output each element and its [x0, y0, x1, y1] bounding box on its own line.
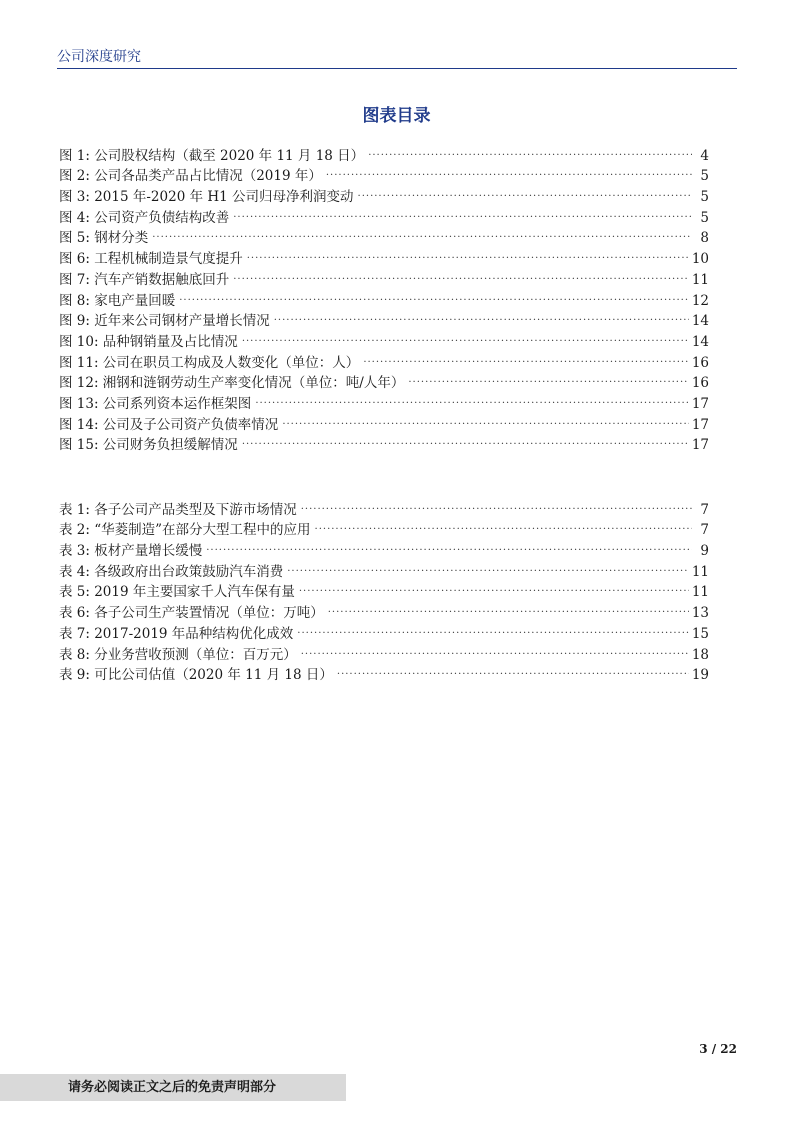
figure-entry-label[interactable]: 图 15: 公司财务负担缓解情况 [59, 437, 238, 454]
leader-dots [408, 367, 688, 388]
figure-entry-label[interactable]: 图 1: 公司股权结构（截至 2020 年 11 月 18 日） [59, 147, 365, 164]
table-entry-page[interactable]: 7 [700, 501, 709, 518]
leader-dots [247, 242, 689, 263]
table-entry-page[interactable]: 19 [691, 667, 709, 684]
leader-dots [274, 305, 689, 326]
figure-entry-label[interactable]: 图 13: 公司系列资本运作框架图 [59, 395, 252, 412]
leader-dots [242, 429, 689, 450]
leader-dots [152, 222, 692, 243]
leader-dots [242, 325, 689, 346]
figure-entry-page[interactable]: 16 [691, 375, 709, 392]
figure-list [59, 139, 709, 454]
table-list [59, 493, 709, 684]
figure-entry-page[interactable]: 5 [700, 209, 709, 226]
leader-dots [328, 596, 689, 617]
figure-entry-label[interactable]: 图 11: 公司在职员工构成及人数变化（单位：人） [59, 354, 360, 371]
leader-dots [233, 263, 689, 284]
figure-entry-page[interactable]: 17 [691, 416, 709, 433]
table-entry-page[interactable]: 15 [691, 625, 709, 642]
disclaimer-text: 请务必阅读正文之后的免责声明部分 [68, 1080, 277, 1095]
leader-dots [233, 201, 692, 222]
table-entry-label[interactable]: 表 5: 2019 年主要国家千人汽车保有量 [59, 584, 295, 601]
figure-entry[interactable] [59, 222, 709, 247]
table-entry-page[interactable]: 11 [691, 563, 709, 580]
figure-entry-label[interactable]: 图 4: 公司资产负债结构改善 [59, 209, 230, 226]
table-entry-page[interactable]: 13 [691, 605, 709, 622]
table-entry-page[interactable]: 11 [691, 584, 709, 601]
disclaimer-banner [0, 1074, 346, 1101]
table-entry-label[interactable]: 表 1: 各子公司产品类型及下游市场情况 [59, 501, 297, 518]
leader-dots [299, 576, 689, 597]
toc-title: 图表目录 [362, 106, 431, 126]
figure-entry-label[interactable]: 图 10: 品种钢销量及占比情况 [59, 333, 238, 350]
page-number: 3 / 22 [699, 1042, 737, 1056]
figure-entry-label[interactable]: 图 6: 工程机械制造景气度提升 [59, 251, 243, 268]
figure-entry-label[interactable]: 图 12: 湘钢和涟钢劳动生产率变化情况（单位：吨/人年） [59, 375, 405, 392]
report-section-label: 公司深度研究 [57, 49, 141, 65]
figure-entry-label[interactable]: 图 8: 家电产量回暖 [59, 292, 176, 309]
leader-dots [282, 408, 689, 429]
table-entry-label[interactable]: 表 3: 板材产量增长缓慢 [59, 543, 203, 560]
figure-entry-page[interactable]: 11 [691, 271, 709, 288]
figure-entry-label[interactable]: 图 9: 近年来公司钢材产量增长情况 [59, 313, 270, 330]
figure-entry-page[interactable]: 12 [691, 292, 709, 309]
leader-dots [179, 284, 689, 305]
figure-entry-page[interactable]: 14 [691, 313, 709, 330]
figure-entry-page[interactable]: 17 [691, 395, 709, 412]
table-entry-label[interactable]: 表 8: 分业务营收预测（单位：百万元） [59, 646, 297, 663]
leader-dots [363, 346, 689, 367]
table-entry[interactable] [59, 493, 709, 518]
figure-entry-page[interactable]: 5 [700, 189, 709, 206]
leader-dots [368, 139, 692, 160]
figure-entry[interactable] [59, 242, 709, 268]
table-entry-label[interactable]: 表 9: 可比公司估值（2020 年 11 月 18 日） [59, 667, 333, 684]
leader-dots [315, 514, 692, 535]
leader-dots [287, 555, 689, 576]
leader-dots [358, 180, 692, 201]
table-entry-label[interactable]: 表 4: 各级政府出台政策鼓励汽车消费 [59, 563, 284, 580]
figure-entry-label[interactable]: 图 14: 公司及子公司资产负债率情况 [59, 416, 279, 433]
figure-entry-page[interactable]: 10 [691, 251, 709, 268]
figure-entry-label[interactable]: 图 2: 公司各品类产品占比情况（2019 年） [59, 168, 322, 185]
table-entry-label[interactable]: 表 7: 2017-2019 年品种结构优化成效 [59, 625, 294, 642]
figure-entry[interactable] [59, 139, 709, 164]
figure-entry-label[interactable]: 图 3: 2015 年-2020 年 H1 公司归母净利润变动 [59, 189, 354, 206]
leader-dots [255, 387, 689, 408]
leader-dots [326, 160, 692, 181]
leader-dots [297, 617, 689, 638]
leader-dots [301, 638, 689, 659]
table-entry-page[interactable]: 18 [691, 646, 709, 663]
figure-entry-page[interactable]: 17 [691, 437, 709, 454]
figure-entry-page[interactable]: 14 [691, 333, 709, 350]
table-entry-label[interactable]: 表 2: “华菱制造”在部分大型工程中的应用 [59, 522, 311, 539]
figure-entry-page[interactable]: 8 [700, 230, 709, 247]
figure-entry-page[interactable]: 4 [700, 147, 709, 164]
figure-entry-page[interactable]: 5 [700, 168, 709, 185]
figure-entry-label[interactable]: 图 5: 钢材分类 [59, 230, 149, 247]
table-entry-page[interactable]: 9 [700, 543, 709, 560]
table-entry-label[interactable]: 表 6: 各子公司生产装置情况（单位：万吨） [59, 605, 324, 622]
figure-entry-label[interactable]: 图 7: 汽车产销数据触底回升 [59, 271, 230, 288]
figure-entry-page[interactable]: 16 [691, 354, 709, 371]
header-divider [57, 68, 737, 69]
leader-dots [206, 534, 692, 555]
leader-dots [337, 659, 689, 680]
table-entry-page[interactable]: 7 [700, 522, 709, 539]
leader-dots [301, 493, 692, 514]
